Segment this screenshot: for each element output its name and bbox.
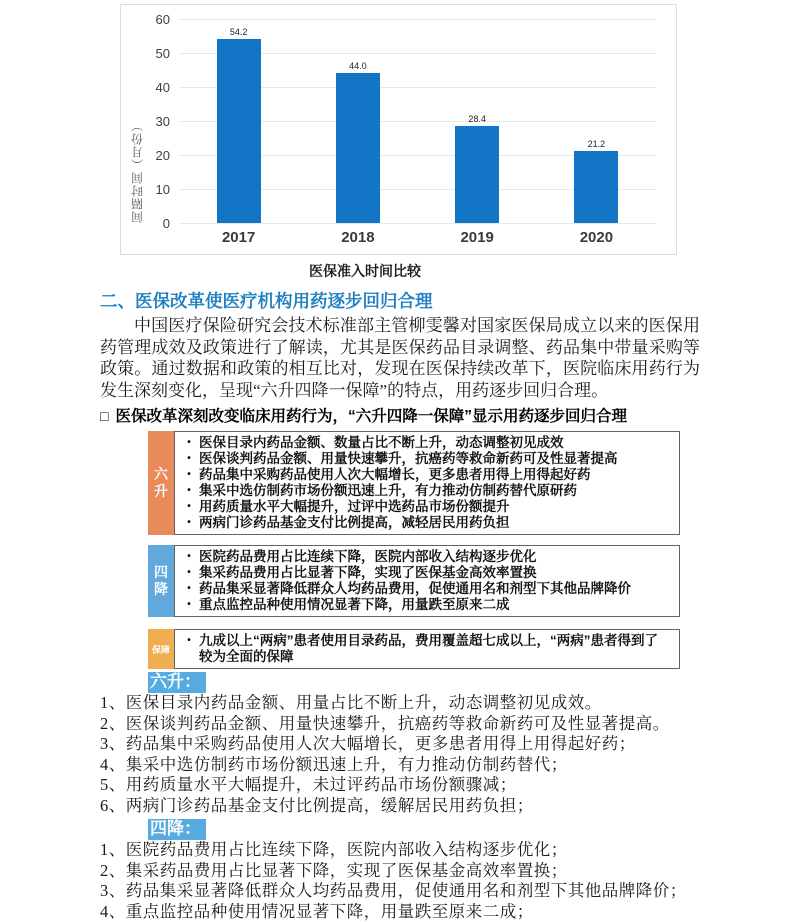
x-tick-year: 2019 <box>418 229 537 246</box>
bullet-icon: • <box>179 499 199 515</box>
chart-caption: 医保准入时间比较 <box>120 261 610 281</box>
x-tick-year: 2020 <box>537 229 656 246</box>
chart-bar <box>217 39 261 223</box>
y-axis-ticks: 60 50 40 30 20 10 0 <box>145 19 179 223</box>
section-heading: 二、医保改革使医疗机构用药逐步回归合理 <box>100 290 700 312</box>
sub-heading-text: 医保改革深刻改变临床用药行为，“六升四降一保障”显示用药逐步回归合理 <box>115 407 627 427</box>
bullet-icon: • <box>179 597 199 613</box>
infobox-four-drops <box>148 545 680 617</box>
sub-heading <box>100 406 700 427</box>
bullet-icon: • <box>179 515 199 531</box>
x-tick-year: 2017 <box>179 229 298 246</box>
bar-column <box>298 19 417 223</box>
numbered-item: 1、医院药品费用占比连续下降，医院内部收入结构逐步优化； <box>100 840 700 861</box>
infobox-guarantee <box>148 629 680 669</box>
chart-bar <box>455 126 499 223</box>
list-item: • 医院药品费用占比连续下降，医院内部收入结构逐步优化 <box>179 549 671 565</box>
numbered-item: 2、集采药品费用占比显著下降，实现了医保基金高效率置换； <box>100 861 700 882</box>
numbered-item: 3、药品集中采购药品使用人次大幅增长，更多患者用得上用得起好药； <box>100 734 700 755</box>
y-axis-title: 间隔时间（月份） <box>129 19 145 223</box>
bullet-icon: • <box>179 581 199 597</box>
infobox-six-rises <box>148 431 680 535</box>
list-item: • 医保目录内药品金额、数量占比不断上升，动态调整初见成效 <box>179 435 671 451</box>
bar-column <box>179 19 298 223</box>
x-tick-year: 2018 <box>298 229 417 246</box>
chart-bar <box>574 151 618 223</box>
bar-column <box>537 19 656 223</box>
list-item: • 药品集采显著降低群众人均药品费用，促使通用名和剂型下其他品牌降价 <box>179 581 671 597</box>
infobox-label: 六升 <box>148 431 174 535</box>
chart-bar <box>336 73 380 223</box>
document-body <box>100 290 700 922</box>
bar-data-label: 54.2 <box>230 27 248 37</box>
numbered-item: 6、两病门诊药品基金支付比例提高，缓解居民用药负担； <box>100 796 700 817</box>
numbered-item: 5、用药质量水平大幅提升，未过评药品市场份额骤减； <box>100 775 700 796</box>
list-item: • 两病门诊药品基金支付比例提高，减轻居民用药负担 <box>179 515 671 531</box>
list-item: • 集采中选仿制药市场份额迅速上升，有力推动仿制药替代原研药 <box>179 483 671 499</box>
numbered-item: 2、医保谈判药品金额、用量快速攀升，抗癌药等救命新药可及性显著提高。 <box>100 714 700 735</box>
chart-plot-area <box>179 19 656 223</box>
x-axis-labels <box>179 229 656 246</box>
infobox-label: 四降 <box>148 545 174 617</box>
bar-chart <box>120 4 677 255</box>
gridline-baseline <box>179 223 656 224</box>
numbered-item: 4、重点监控品种使用情况显著下降，用量跌至原来二成； <box>100 902 700 922</box>
bar-column <box>418 19 537 223</box>
highlight-title-four-drops: 四降： <box>148 819 206 840</box>
highlight-title-six-rises: 六升： <box>148 672 206 693</box>
numbered-item: 3、药品集采显著降低群众人均药品费用，促使通用名和剂型下其他品牌降价； <box>100 881 700 902</box>
numbered-item: 4、集采中选仿制药市场份额迅速上升，有力推动仿制药替代； <box>100 755 700 776</box>
bullet-icon: • <box>179 435 199 451</box>
bullet-icon: • <box>179 451 199 467</box>
list-item: • 用药质量水平大幅提升，过评中选药品市场份额提升 <box>179 499 671 515</box>
bullet-icon: • <box>179 633 199 665</box>
list-item: • 九成以上“两病”患者使用目录药品，费用覆盖超七成以上，“两病”患者得到了较为全面的保障 <box>179 633 671 665</box>
bullet-icon: • <box>179 565 199 581</box>
bar-data-label: 21.2 <box>588 139 606 149</box>
bullet-icon: • <box>179 483 199 499</box>
square-bullet-icon: □ <box>100 406 108 426</box>
numbered-item: 1、医保目录内药品金额、用量占比不断上升，动态调整初见成效。 <box>100 693 700 714</box>
list-item: • 医保谈判药品金额、用量快速攀升，抗癌药等救命新药可及性显著提高 <box>179 451 671 467</box>
bar-data-label: 44.0 <box>349 61 367 71</box>
list-item: • 重点监控品种使用情况显著下降，用量跌至原来二成 <box>179 597 671 613</box>
bullet-icon: • <box>179 549 199 565</box>
bullet-icon: • <box>179 467 199 483</box>
infobox-label: 保障 <box>148 629 174 669</box>
section-paragraph: 中国医疗保险研究会技术标准部主管柳雯馨对国家医保局成立以来的医保用药管理成效及政策进行了解读，尤其是医保药品目录调整、药品集中带量采购等政策。通过数据和政策的相互比对，发现在医保持续改革下，医院临床用药行为发生深刻变化，呈现“六升四降一保障”的特点，用药逐步回归合理。 <box>100 315 700 401</box>
list-item: • 集采药品费用占比显著下降，实现了医保基金高效率置换 <box>179 565 671 581</box>
bar-data-label: 28.4 <box>468 114 486 124</box>
list-item: • 药品集中采购药品使用人次大幅增长，更多患者用得上用得起好药 <box>179 467 671 483</box>
